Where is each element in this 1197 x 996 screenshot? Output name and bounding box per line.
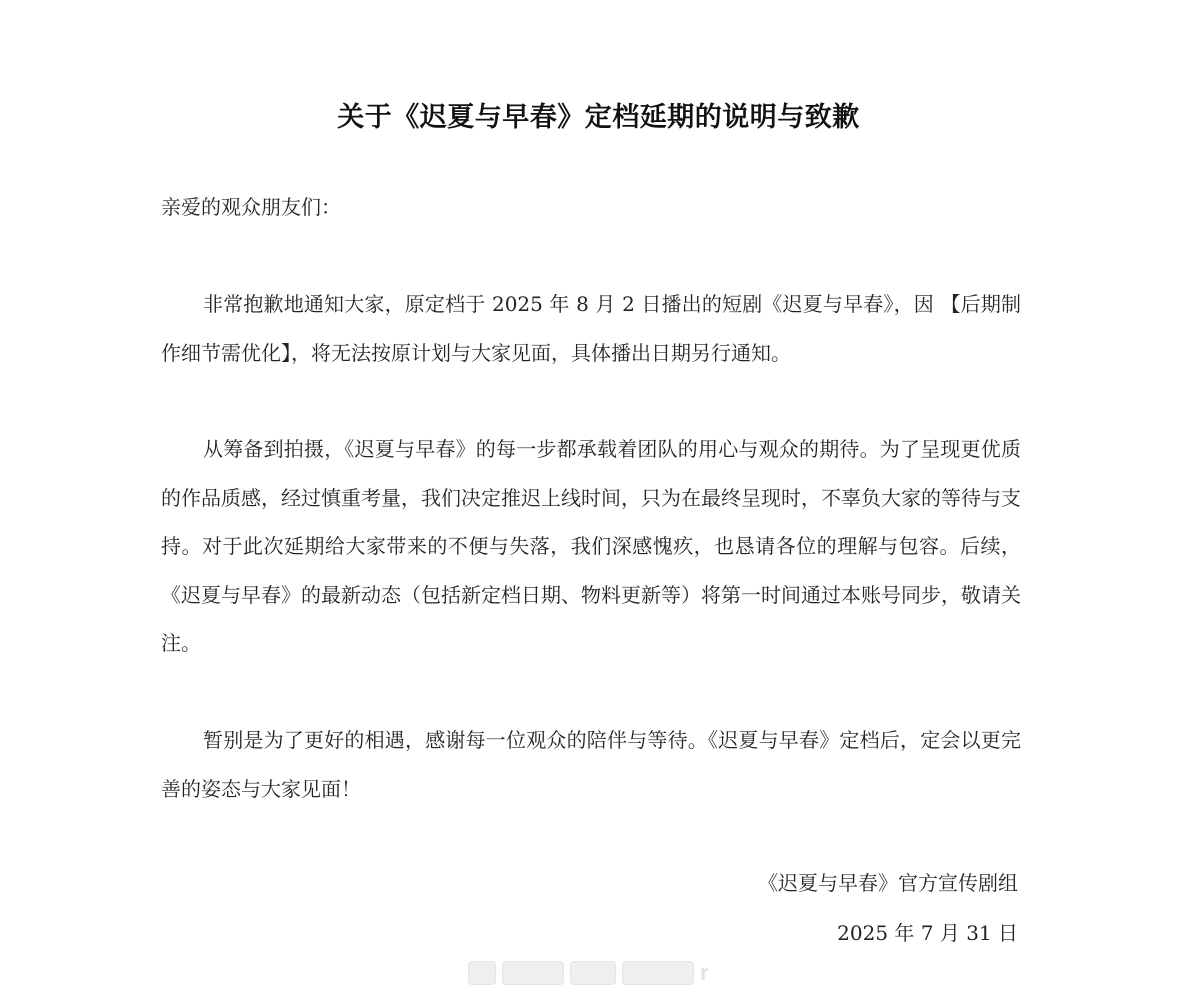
signature-date: 2025 年 7 月 31 日 [837,921,1018,945]
greeting: 亲爱的观众朋友们： [161,195,341,219]
signature-organization: 《迟夏与早春》官方宣传剧组 [758,871,1018,895]
blurred-watermark-icon [468,961,496,985]
paragraph-delay-notice: 非常抱歉地通知大家，原定档于 2025 年 8 月 2 日播出的短剧《迟夏与早春》，因 【后期制作细节需优化】，将无法按原计划与大家见面，具体播出日期另行通知。 [161,292,1021,365]
blurred-watermark-block [622,961,694,985]
paragraph-thanks: 暂别是为了更好的相遇，感谢每一位观众的陪伴与等待。《迟夏与早春》定档后，定会以更完善的姿态与大家见面！ [161,728,1021,801]
watermark [468,958,732,988]
document-title: 关于《迟夏与早春》定档延期的说明与致歉 [337,102,860,133]
paragraph-reason: 从筹备到拍摄，《迟夏与早春》的每一步都承载着团队的用心与观众的期待。为了呈现更优质的作品质感，经过慎重考量，我们决定推迟上线时间，只为在最终呈现时，不辜负大家的等待与支持。对于此次延期给大家带来的不便与失落，我们深感愧疚，也恳请各位的理解与包容。后续，《迟夏与早春》的最新动态（包括新定档日期、物料更新等）将第一时间通过本账号同步，敬请关注。 [161,437,1021,655]
blurred-watermark-block [570,961,616,985]
blurred-watermark-block [502,961,564,985]
watermark-letter: r [700,960,709,985]
